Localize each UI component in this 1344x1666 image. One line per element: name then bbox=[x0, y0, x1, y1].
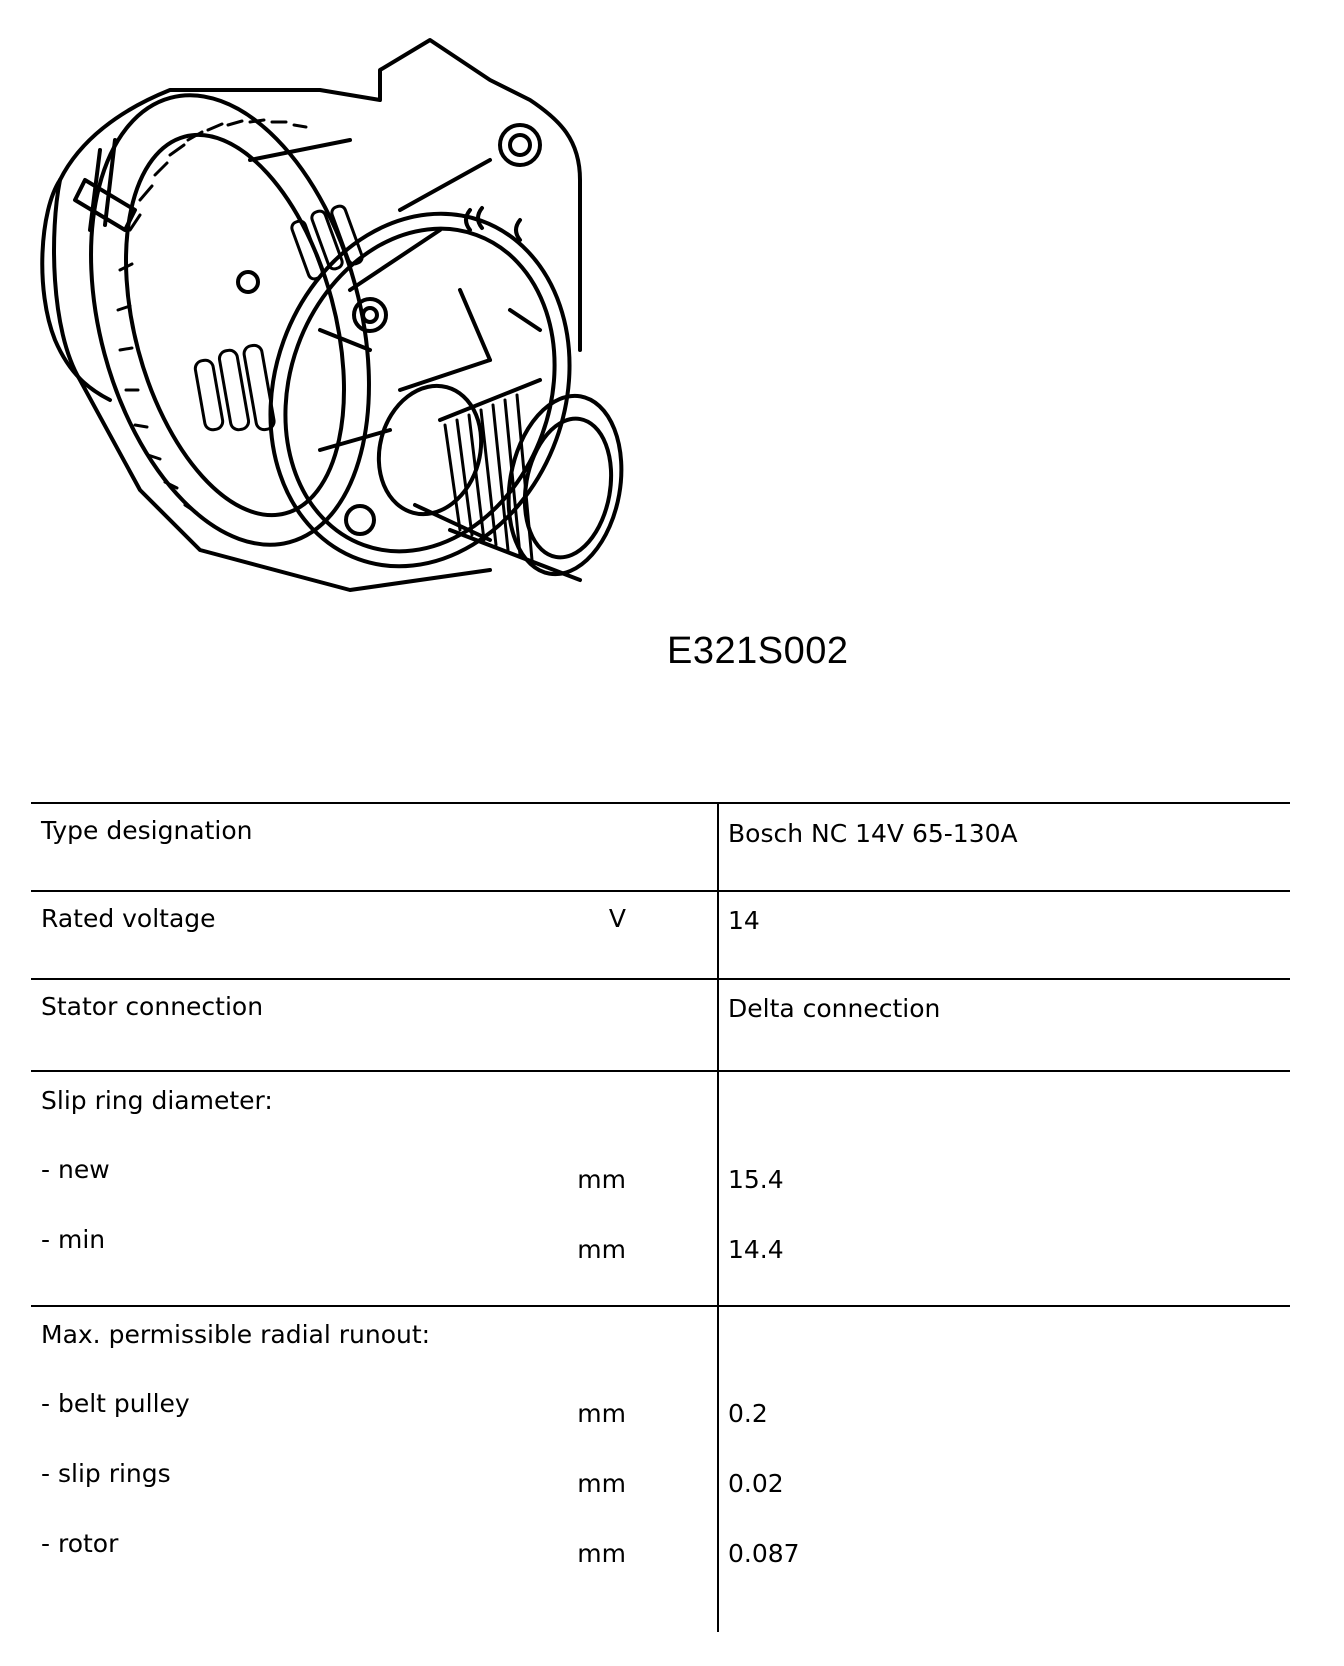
runout-belt-pulley-value: 0.2 bbox=[728, 1399, 768, 1428]
runout-rotor-label: - rotor bbox=[41, 1529, 119, 1558]
spec-table bbox=[31, 802, 1290, 1632]
table-rule bbox=[31, 1305, 1290, 1307]
table-rule bbox=[31, 1070, 1290, 1072]
rated-voltage-value: 14 bbox=[728, 906, 760, 935]
stator-connection-label: Stator connection bbox=[41, 992, 264, 1021]
slip-ring-label: Slip ring diameter: bbox=[41, 1086, 273, 1115]
slip-ring-min-unit: mm bbox=[577, 1235, 626, 1264]
figure-code: E321S002 bbox=[667, 630, 849, 672]
table-divider bbox=[717, 802, 719, 1632]
slip-ring-min-label: - min bbox=[41, 1225, 106, 1254]
runout-belt-pulley-label: - belt pulley bbox=[41, 1389, 190, 1418]
stator-connection-value: Delta connection bbox=[728, 994, 941, 1023]
runout-rotor-value: 0.087 bbox=[728, 1539, 800, 1568]
runout-rotor-unit: mm bbox=[577, 1539, 626, 1568]
rated-voltage-unit: V bbox=[608, 904, 626, 933]
type-designation-label: Type designation bbox=[41, 816, 253, 845]
runout-slip-rings-label: - slip rings bbox=[41, 1459, 171, 1488]
table-rule bbox=[31, 802, 1290, 804]
alternator-illustration bbox=[20, 30, 660, 610]
table-rule bbox=[31, 978, 1290, 980]
slip-ring-new-label: - new bbox=[41, 1155, 110, 1184]
slip-ring-new-unit: mm bbox=[577, 1165, 626, 1194]
table-rule bbox=[31, 890, 1290, 892]
runout-label: Max. permissible radial runout: bbox=[41, 1320, 431, 1349]
type-designation-value: Bosch NC 14V 65-130A bbox=[728, 819, 1018, 848]
runout-slip-rings-unit: mm bbox=[577, 1469, 626, 1498]
rated-voltage-label: Rated voltage bbox=[41, 904, 216, 933]
runout-belt-pulley-unit: mm bbox=[577, 1399, 626, 1428]
runout-slip-rings-value: 0.02 bbox=[728, 1469, 784, 1498]
slip-ring-min-value: 14.4 bbox=[728, 1235, 784, 1264]
slip-ring-new-value: 15.4 bbox=[728, 1165, 784, 1194]
